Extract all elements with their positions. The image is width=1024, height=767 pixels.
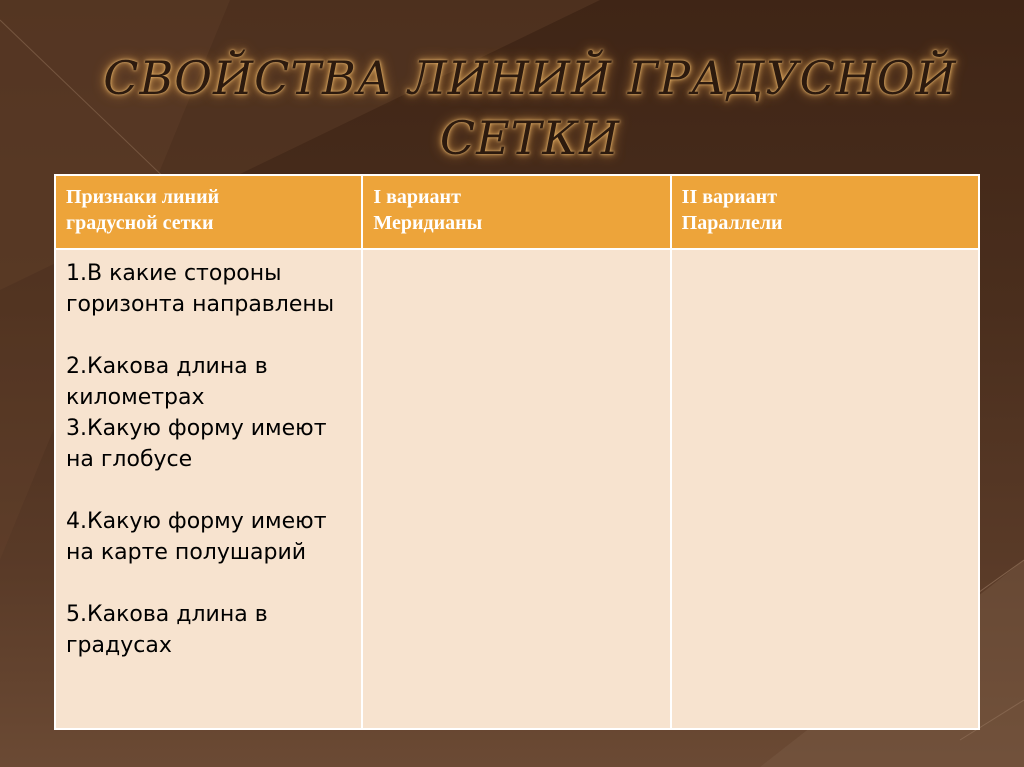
- header-line: Меридианы: [373, 212, 483, 234]
- table-row: [55, 249, 979, 729]
- slide-title: СВОЙСТВА ЛИНИЙ ГРАДУСНОЙ СЕТКИ: [103, 51, 957, 165]
- header-cell-variant-1: [362, 175, 670, 249]
- question-item: 4.Какую форму имеют на карте полушарий: [66, 509, 327, 565]
- header-line: I вариант: [373, 186, 461, 208]
- question-item: 1.В какие стороны горизонта направлены: [66, 261, 335, 317]
- question-item: 2.Какова длина в километрах: [66, 354, 268, 410]
- properties-table: [54, 174, 980, 730]
- header-line: градусной сетки: [66, 212, 214, 234]
- header-line: Признаки линий: [66, 186, 220, 208]
- header-line: II вариант: [681, 186, 778, 208]
- question-item: 5.Какова длина в градусах: [66, 602, 268, 658]
- answer-cell-parallels[interactable]: [671, 249, 979, 729]
- header-line: Параллели: [681, 212, 783, 234]
- table-header-row: [55, 175, 979, 249]
- questions-cell: [55, 249, 362, 729]
- header-cell-variant-2: [671, 175, 979, 249]
- header-cell-features: [55, 175, 362, 249]
- question-item: 3.Какую форму имеют на глобусе: [66, 416, 327, 472]
- answer-cell-meridians[interactable]: [362, 249, 670, 729]
